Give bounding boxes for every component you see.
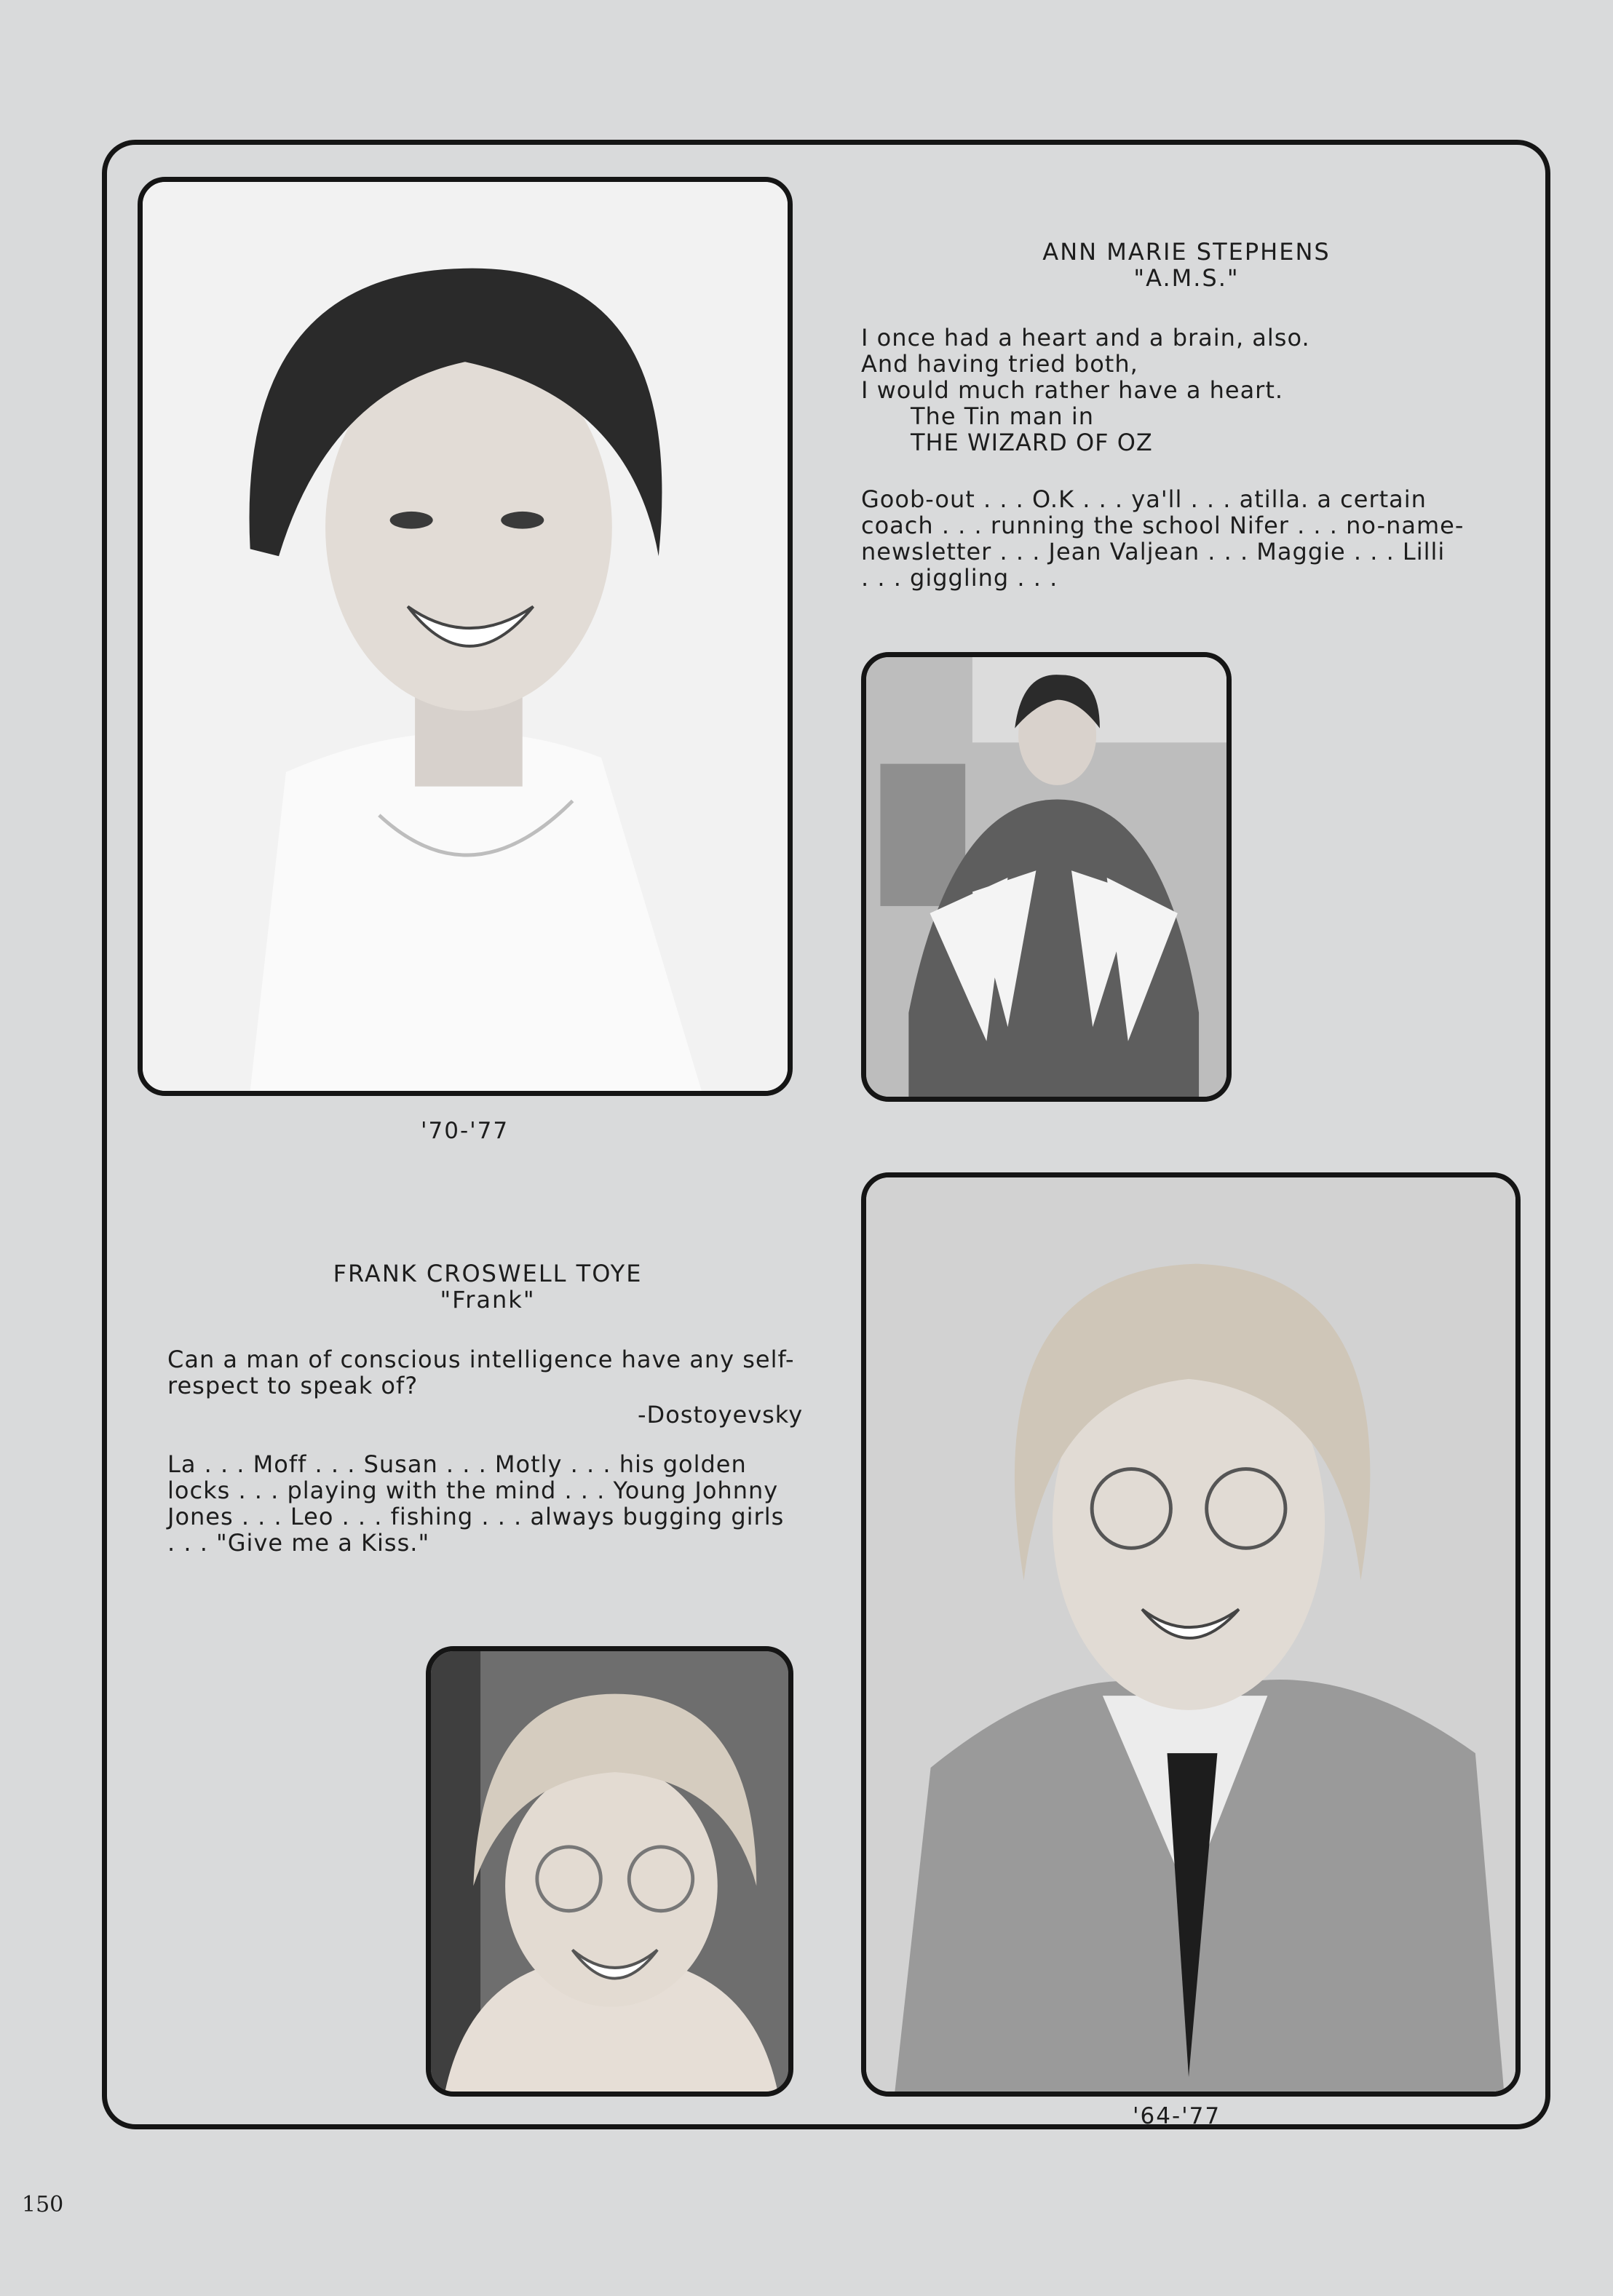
quote-line: And having tried both, bbox=[861, 350, 1138, 378]
ann-marie-portrait bbox=[138, 177, 793, 1096]
class-years: '64-'77 bbox=[1133, 2103, 1221, 2129]
memories-line: La . . . Moff . . . Susan . . . Motly . . . his golden bbox=[167, 1450, 747, 1478]
senior-quote bbox=[167, 1346, 795, 1399]
student-nickname: "Frank" bbox=[440, 1286, 536, 1314]
quote-line: I would much rather have a heart. bbox=[861, 376, 1284, 404]
page-number: 150 bbox=[22, 2192, 64, 2217]
ann-marie-candid-photo bbox=[861, 652, 1232, 1102]
memories-text bbox=[167, 1451, 784, 1556]
memories-line: Jones . . . Leo . . . fishing . . . always bugging girls bbox=[167, 1503, 785, 1530]
quote-line: I once had a heart and a brain, also. bbox=[861, 324, 1310, 351]
quote-line: The Tin man in bbox=[911, 402, 1094, 430]
senior-quote bbox=[861, 325, 1310, 456]
frank-candid-photo bbox=[426, 1646, 793, 2097]
student-name: ANN MARIE STEPHENS bbox=[1042, 238, 1331, 266]
memories-line: . . . "Give me a Kiss." bbox=[167, 1529, 430, 1557]
quote-line: respect to speak of? bbox=[167, 1372, 419, 1399]
memories-line: locks . . . playing with the mind . . . Young Johnny bbox=[167, 1477, 779, 1504]
quote-line: THE WIZARD OF OZ bbox=[911, 429, 1153, 456]
student-name: FRANK CROSWELL TOYE bbox=[333, 1260, 643, 1287]
class-years: '70-'77 bbox=[421, 1118, 510, 1144]
frank-portrait bbox=[861, 1172, 1521, 2097]
memories-line: coach . . . running the school Nifer . . . no-name- bbox=[861, 512, 1465, 539]
memories-line: Goob-out . . . O.K . . . ya'll . . . atilla. a certain bbox=[861, 485, 1427, 513]
memories-line: . . . giggling . . . bbox=[861, 564, 1058, 592]
quote-line: Can a man of conscious intelligence have any self- bbox=[167, 1346, 795, 1373]
quote-attribution: -Dostoyevsky bbox=[638, 1401, 804, 1429]
memories-line: newsletter . . . Jean Valjean . . . Maggie . . . Lilli bbox=[861, 538, 1446, 565]
memories-text bbox=[861, 486, 1464, 591]
student-nickname: "A.M.S." bbox=[1133, 264, 1240, 292]
